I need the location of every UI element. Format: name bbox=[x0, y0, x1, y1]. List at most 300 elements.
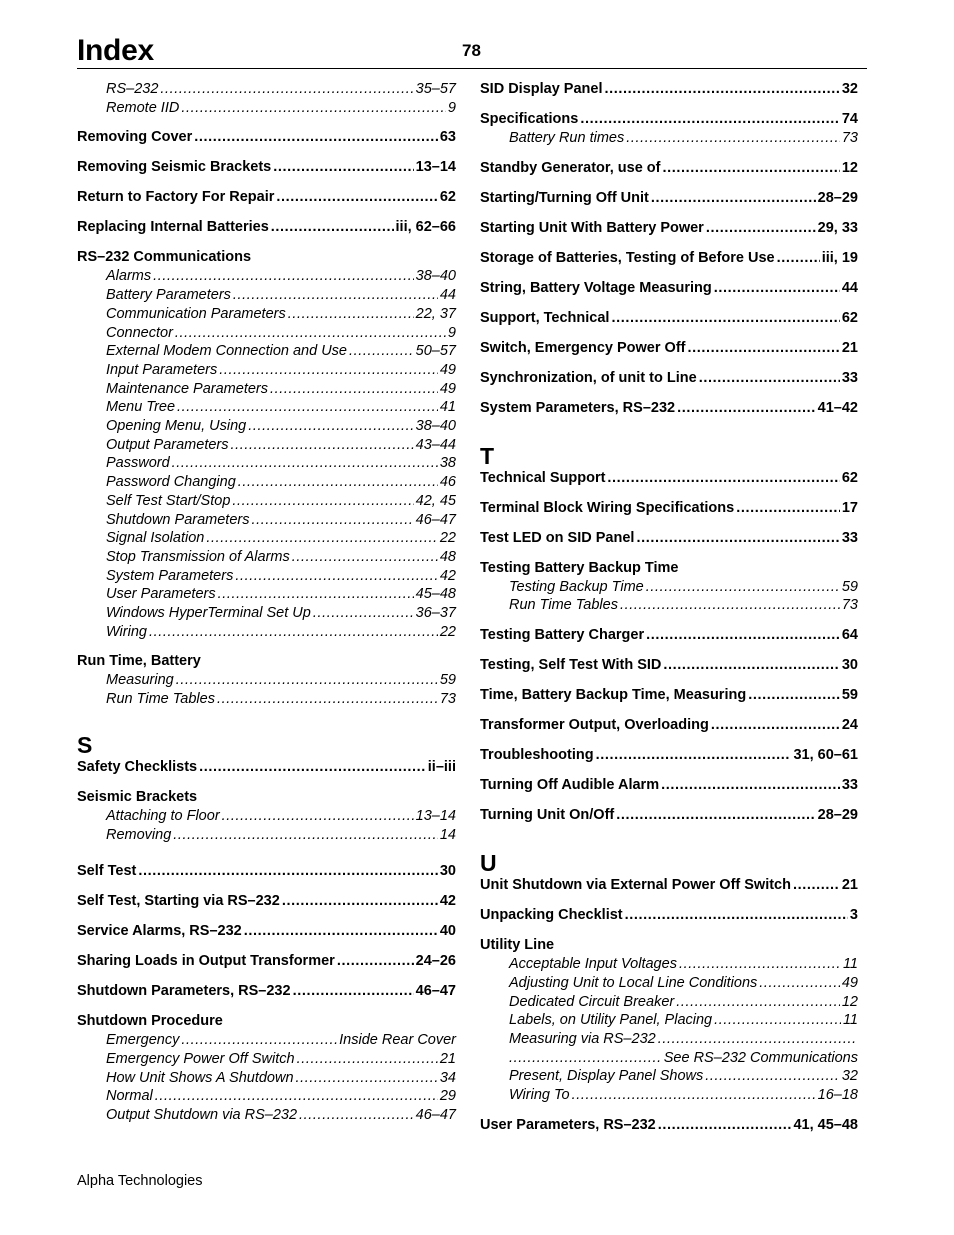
entry-label: Troubleshooting bbox=[480, 747, 594, 764]
dot-leader bbox=[777, 249, 820, 268]
sub-entry bbox=[77, 473, 456, 492]
dot-leader bbox=[711, 716, 840, 735]
page-reference: 30 bbox=[439, 863, 456, 880]
section-letter: U bbox=[480, 850, 497, 877]
entry-label: Shutdown Parameters bbox=[106, 511, 250, 528]
dot-leader bbox=[616, 806, 815, 825]
entry-label: Attaching to Floor bbox=[106, 807, 220, 824]
entry-label: Run Time Tables bbox=[509, 597, 618, 614]
dot-leader bbox=[625, 906, 848, 925]
dot-leader bbox=[251, 511, 413, 530]
dot-leader bbox=[175, 324, 446, 343]
sub-entry bbox=[77, 623, 456, 642]
dot-leader bbox=[233, 286, 438, 305]
index-entry bbox=[480, 906, 858, 925]
page-title: Index bbox=[77, 34, 154, 67]
dot-leader bbox=[607, 469, 839, 488]
page-reference: 29 bbox=[439, 1088, 456, 1105]
entry-label: Technical Support bbox=[480, 469, 606, 486]
entry-label: Alarms bbox=[106, 268, 152, 285]
sub-entry bbox=[77, 1087, 456, 1106]
dot-leader bbox=[222, 807, 414, 826]
index-entry bbox=[480, 656, 858, 675]
page-reference: 46–47 bbox=[415, 983, 456, 1000]
entry-label: Input Parameters bbox=[106, 361, 218, 378]
entry-label: Windows HyperTerminal Set Up bbox=[106, 605, 311, 622]
page-reference: 59 bbox=[439, 672, 456, 689]
page-reference: 36–37 bbox=[415, 605, 456, 622]
sub-entry bbox=[77, 80, 456, 99]
dot-leader bbox=[572, 1086, 816, 1105]
entry-label: Present, Display Panel Shows bbox=[509, 1068, 704, 1085]
page-reference: 42 bbox=[439, 893, 456, 910]
index-entry bbox=[480, 716, 858, 735]
index-entry bbox=[480, 876, 858, 895]
page-reference: 46 bbox=[439, 474, 456, 491]
dot-leader bbox=[176, 671, 438, 690]
dot-leader bbox=[232, 492, 413, 511]
footer-company: Alpha Technologies bbox=[77, 1173, 203, 1189]
page-header bbox=[77, 34, 867, 69]
dot-leader bbox=[149, 623, 438, 642]
page-reference: 46–47 bbox=[415, 511, 456, 528]
dot-leader bbox=[605, 80, 840, 99]
section-letter: T bbox=[480, 442, 495, 469]
entry-label: Storage of Batteries, Testing of Before Use bbox=[480, 249, 775, 266]
page-reference: 24–26 bbox=[415, 953, 456, 970]
dot-leader bbox=[194, 128, 438, 147]
index-entry bbox=[480, 399, 858, 418]
dot-leader bbox=[273, 158, 413, 177]
dot-leader bbox=[138, 862, 438, 881]
page-reference: See RS–232 Communications bbox=[663, 1049, 858, 1066]
page-reference: 41–42 bbox=[817, 399, 858, 416]
entry-label: Specifications bbox=[480, 111, 579, 127]
sub-entry bbox=[480, 578, 858, 597]
index-entry bbox=[480, 189, 858, 208]
entry-label: Unpacking Checklist bbox=[480, 907, 623, 924]
entry-label: Stop Transmission of Alarms bbox=[106, 548, 290, 565]
entry-label: User Parameters, RS–232 bbox=[480, 1116, 656, 1133]
page-reference: 49 bbox=[439, 361, 456, 378]
entry-label: Remote IID bbox=[106, 99, 180, 116]
entry-label: Output Shutdown via RS–232 bbox=[106, 1107, 298, 1124]
dot-leader bbox=[705, 1067, 840, 1086]
page-reference: 73 bbox=[841, 130, 858, 146]
sub-entry bbox=[77, 807, 456, 826]
dot-leader bbox=[699, 369, 840, 388]
dot-leader bbox=[270, 380, 438, 399]
entry-label: Shutdown Parameters, RS–232 bbox=[77, 983, 291, 1000]
dot-leader bbox=[580, 110, 840, 129]
dot-leader bbox=[636, 529, 839, 548]
dot-leader bbox=[759, 974, 840, 993]
dot-leader bbox=[611, 309, 839, 328]
dot-leader bbox=[663, 159, 840, 178]
page-reference: 22 bbox=[439, 623, 456, 640]
page-reference: 9 bbox=[447, 324, 456, 341]
entry-label: Safety Checklists bbox=[77, 758, 198, 775]
dot-leader bbox=[293, 982, 414, 1001]
sub-entry bbox=[77, 99, 456, 118]
index-heading: Shutdown Procedure bbox=[77, 1013, 223, 1030]
sub-entry bbox=[77, 1069, 456, 1088]
entry-label: Password bbox=[106, 455, 170, 472]
entry-label: Emergency Power Off Switch bbox=[106, 1050, 295, 1067]
entry-label: Synchronization, of unit to Line bbox=[480, 369, 697, 386]
entry-label: Adjusting Unit to Local Line Conditions bbox=[509, 974, 758, 991]
dot-leader bbox=[687, 339, 839, 358]
sub-entry bbox=[77, 454, 456, 473]
dot-leader bbox=[238, 473, 438, 492]
entry-label: String, Battery Voltage Measuring bbox=[480, 279, 712, 296]
sub-entry bbox=[480, 1086, 858, 1105]
page-reference: 64 bbox=[841, 627, 858, 644]
page-reference: 30 bbox=[841, 657, 858, 674]
sub-entry bbox=[77, 511, 456, 530]
sub-entry bbox=[77, 1106, 456, 1125]
index-entry bbox=[480, 80, 858, 99]
index-heading: Run Time, Battery bbox=[77, 653, 201, 670]
entry-label: Removing Cover bbox=[77, 129, 193, 146]
sub-entry bbox=[77, 436, 456, 455]
page-reference: 62 bbox=[439, 189, 456, 206]
entry-label: Menu Tree bbox=[106, 399, 176, 416]
entry-label: Measuring via RS–232 bbox=[509, 1030, 656, 1047]
sub-entry bbox=[77, 671, 456, 690]
dot-leader bbox=[714, 1011, 841, 1030]
sub-entry bbox=[77, 826, 456, 845]
page-reference: 62 bbox=[841, 469, 858, 486]
entry-label: Labels, on Utility Panel, Placing bbox=[509, 1012, 713, 1029]
index-heading: Seismic Brackets bbox=[77, 788, 198, 805]
entry-label: Return to Factory For Repair bbox=[77, 189, 275, 206]
index-entry bbox=[480, 686, 858, 705]
dot-leader bbox=[231, 436, 414, 455]
entry-label: Support, Technical bbox=[480, 309, 610, 326]
index-entry bbox=[77, 862, 456, 881]
dot-leader bbox=[714, 279, 840, 298]
entry-label: Service Alarms, RS–232 bbox=[77, 923, 242, 940]
dot-leader bbox=[663, 656, 839, 675]
entry-label: Normal bbox=[106, 1088, 153, 1105]
entry-label: Sharing Loads in Output Transformer bbox=[77, 953, 335, 970]
page-reference: 16–18 bbox=[817, 1087, 858, 1104]
sub-entry bbox=[77, 1050, 456, 1069]
page-reference: 22 bbox=[439, 530, 456, 547]
dot-leader bbox=[677, 399, 816, 418]
dot-leader bbox=[679, 955, 841, 974]
index-entry bbox=[480, 746, 858, 765]
page-reference: 38–40 bbox=[415, 268, 456, 285]
dot-leader bbox=[651, 189, 816, 208]
index-left-column bbox=[77, 80, 456, 1125]
page-reference: 49 bbox=[439, 380, 456, 397]
entry-label: Wiring To bbox=[509, 1087, 570, 1104]
page-reference: 38–40 bbox=[415, 418, 456, 435]
entry-label: How Unit Shows A Shutdown bbox=[106, 1069, 294, 1086]
sub-entry bbox=[480, 955, 858, 974]
sub-entry bbox=[480, 1011, 858, 1030]
index-heading: RS–232 Communications bbox=[77, 249, 252, 266]
dot-leader bbox=[626, 129, 840, 148]
dot-leader bbox=[218, 585, 414, 604]
page-reference: 29, 33 bbox=[817, 219, 858, 236]
page-reference: 74 bbox=[841, 111, 858, 127]
entry-label: Battery Parameters bbox=[106, 287, 231, 304]
index-entry bbox=[480, 626, 858, 645]
index-entry bbox=[77, 922, 456, 941]
entry-label: Opening Menu, Using bbox=[106, 418, 247, 435]
index-entry bbox=[480, 529, 858, 548]
sub-entry bbox=[77, 324, 456, 343]
page-reference: 59 bbox=[841, 578, 858, 595]
page-reference: 41 bbox=[439, 399, 456, 416]
dot-leader bbox=[181, 99, 446, 118]
dot-leader bbox=[282, 892, 438, 911]
sub-entry bbox=[77, 529, 456, 548]
entry-label: Time, Battery Backup Time, Measuring bbox=[480, 687, 747, 704]
sub-entry bbox=[77, 690, 456, 709]
index-entry bbox=[77, 158, 456, 177]
page-reference: 40 bbox=[439, 923, 456, 940]
dot-leader bbox=[736, 499, 840, 518]
entry-label: Acceptable Input Voltages bbox=[509, 956, 677, 973]
page-reference: 21 bbox=[841, 877, 858, 894]
page-reference: 33 bbox=[841, 529, 858, 546]
dot-leader bbox=[244, 922, 438, 941]
page-reference: 35–57 bbox=[415, 81, 456, 97]
dot-leader bbox=[509, 1049, 662, 1068]
page-reference: iii, 19 bbox=[821, 249, 858, 266]
index-entry bbox=[480, 309, 858, 328]
index-entry bbox=[480, 1116, 858, 1135]
page-reference: 9 bbox=[447, 99, 456, 116]
index-entry bbox=[480, 159, 858, 178]
entry-label: RS–232 bbox=[106, 81, 159, 97]
sub-entry bbox=[77, 548, 456, 567]
dot-leader bbox=[646, 578, 840, 597]
dot-leader bbox=[276, 188, 437, 207]
entry-label: Unit Shutdown via External Power Off Switch bbox=[480, 877, 791, 894]
entry-label: System Parameters, RS–232 bbox=[480, 399, 676, 416]
page-reference: 42 bbox=[439, 567, 456, 584]
page-reference: iii, 62–66 bbox=[395, 219, 456, 236]
index-entry bbox=[480, 249, 858, 268]
page-reference: 46–47 bbox=[415, 1107, 456, 1124]
dot-leader bbox=[313, 604, 414, 623]
index-right-column bbox=[480, 80, 858, 1135]
entry-label: Self Test, Starting via RS–232 bbox=[77, 893, 280, 910]
entry-label: Testing Battery Charger bbox=[480, 627, 645, 644]
sub-entry bbox=[480, 129, 858, 148]
page-reference: 12 bbox=[841, 993, 858, 1010]
page-reference: 62 bbox=[841, 309, 858, 326]
entry-label: Self Test Start/Stop bbox=[106, 492, 231, 509]
page-reference: 49 bbox=[841, 974, 858, 991]
entry-label: Output Parameters bbox=[106, 436, 229, 453]
entry-label: Battery Run times bbox=[509, 130, 625, 146]
dot-leader bbox=[271, 218, 394, 237]
dot-leader bbox=[296, 1069, 438, 1088]
index-entry bbox=[480, 339, 858, 358]
dot-leader bbox=[235, 567, 438, 586]
index-entry bbox=[77, 952, 456, 971]
dot-leader bbox=[661, 776, 840, 795]
entry-label: Replacing Internal Batteries bbox=[77, 219, 269, 236]
dot-leader bbox=[299, 1106, 414, 1125]
entry-label: Password Changing bbox=[106, 474, 236, 491]
page-reference: 13–14 bbox=[415, 159, 456, 176]
index-entry bbox=[480, 499, 858, 518]
entry-label: Standby Generator, use of bbox=[480, 159, 661, 176]
entry-label: User Parameters bbox=[106, 586, 216, 603]
page-reference: 11 bbox=[842, 956, 858, 973]
entry-label: Transformer Output, Overloading bbox=[480, 717, 709, 734]
entry-label: Testing Backup Time bbox=[509, 578, 644, 595]
dot-leader bbox=[646, 626, 840, 645]
page-reference: 41, 45–48 bbox=[793, 1116, 858, 1133]
page-reference: 21 bbox=[841, 339, 858, 356]
sub-entry bbox=[77, 361, 456, 380]
entry-label: Turning Unit On/Off bbox=[480, 807, 615, 824]
sub-entry bbox=[77, 1031, 456, 1050]
dot-leader bbox=[177, 398, 438, 417]
index-entry bbox=[480, 776, 858, 795]
index-entry bbox=[480, 219, 858, 238]
page-reference: 73 bbox=[439, 691, 456, 708]
index-entry bbox=[77, 758, 456, 777]
section-letter: S bbox=[77, 731, 93, 758]
page-reference: 44 bbox=[841, 279, 858, 296]
page-reference: 59 bbox=[841, 687, 858, 704]
page-reference: 32 bbox=[841, 1068, 858, 1085]
entry-label: Emergency bbox=[106, 1032, 180, 1049]
index-heading: Utility Line bbox=[480, 937, 555, 954]
dot-leader bbox=[155, 1087, 438, 1106]
index-entry bbox=[480, 806, 858, 825]
page-reference: 45–48 bbox=[415, 586, 456, 603]
dot-leader bbox=[349, 342, 414, 361]
page-reference: 44 bbox=[439, 287, 456, 304]
page-reference: 73 bbox=[841, 597, 858, 614]
sub-entry bbox=[77, 342, 456, 361]
entry-label: Terminal Block Wiring Specifications bbox=[480, 499, 735, 516]
dot-leader bbox=[172, 454, 438, 473]
dot-leader bbox=[337, 952, 414, 971]
sub-entry bbox=[77, 398, 456, 417]
page-reference: 32 bbox=[841, 81, 858, 97]
sub-entry bbox=[480, 974, 858, 993]
entry-label: Signal Isolation bbox=[106, 530, 205, 547]
sub-entry bbox=[77, 380, 456, 399]
page-reference: 17 bbox=[841, 499, 858, 516]
page-reference: ii–iii bbox=[427, 758, 456, 775]
dot-leader bbox=[217, 690, 438, 709]
entry-label: Maintenance Parameters bbox=[106, 380, 268, 397]
index-entry bbox=[77, 128, 456, 147]
dot-leader bbox=[160, 80, 413, 99]
sub-entry bbox=[77, 305, 456, 324]
entry-label: Removing bbox=[106, 826, 172, 843]
page-reference: 42, 45 bbox=[415, 492, 456, 509]
page-reference: 33 bbox=[841, 777, 858, 794]
entry-label: Measuring bbox=[106, 672, 174, 689]
page-number: 78 bbox=[462, 41, 481, 60]
page-reference: 33 bbox=[841, 369, 858, 386]
sub-entry bbox=[480, 1049, 858, 1068]
dot-leader bbox=[658, 1030, 856, 1049]
page-reference: 34 bbox=[439, 1069, 456, 1086]
entry-label: Switch, Emergency Power Off bbox=[480, 339, 686, 356]
index-entry bbox=[77, 218, 456, 237]
dot-leader bbox=[181, 1031, 337, 1050]
entry-label: Connector bbox=[106, 324, 173, 341]
entry-label: Turning Off Audible Alarm bbox=[480, 777, 660, 794]
index-heading: Testing Battery Backup Time bbox=[480, 559, 679, 576]
entry-label: SID Display Panel bbox=[480, 81, 603, 97]
page-reference: 28–29 bbox=[817, 807, 858, 824]
sub-entry bbox=[480, 596, 858, 615]
sub-entry bbox=[77, 492, 456, 511]
entry-label: Removing Seismic Brackets bbox=[77, 159, 272, 176]
index-entry bbox=[480, 369, 858, 388]
sub-entry bbox=[77, 286, 456, 305]
sub-entry bbox=[77, 267, 456, 286]
page-reference: 38 bbox=[439, 455, 456, 472]
dot-leader bbox=[248, 417, 413, 436]
page-reference: 13–14 bbox=[415, 807, 456, 824]
page-reference: 28–29 bbox=[817, 189, 858, 206]
sub-entry bbox=[77, 417, 456, 436]
dot-leader bbox=[292, 548, 438, 567]
page-reference: 3 bbox=[849, 907, 858, 924]
page-reference: 48 bbox=[439, 548, 456, 565]
dot-leader bbox=[173, 826, 438, 845]
index-entry bbox=[77, 188, 456, 207]
entry-label: Wiring bbox=[106, 623, 147, 640]
sub-entry bbox=[77, 604, 456, 623]
dot-leader bbox=[793, 876, 840, 895]
page-reference: 14 bbox=[439, 826, 456, 843]
index-entry bbox=[77, 982, 456, 1001]
page-reference: 63 bbox=[439, 129, 456, 146]
dot-leader bbox=[706, 219, 816, 238]
entry-label: System Parameters bbox=[106, 567, 234, 584]
dot-leader bbox=[297, 1050, 438, 1069]
dot-leader bbox=[219, 361, 438, 380]
page-reference: 12 bbox=[841, 159, 858, 176]
dot-leader bbox=[153, 267, 414, 286]
page-reference: 50–57 bbox=[415, 343, 456, 360]
dot-leader bbox=[596, 746, 792, 765]
dot-leader bbox=[199, 758, 426, 777]
index-entry bbox=[77, 892, 456, 911]
entry-label: Starting Unit With Battery Power bbox=[480, 219, 704, 236]
dot-leader bbox=[620, 596, 840, 615]
index-entry bbox=[480, 469, 858, 488]
page-reference: 31, 60–61 bbox=[793, 747, 858, 764]
entry-label: Test LED on SID Panel bbox=[480, 529, 635, 546]
sub-entry bbox=[480, 1030, 858, 1049]
dot-leader bbox=[658, 1116, 792, 1135]
entry-label: Dedicated Circuit Breaker bbox=[509, 993, 675, 1010]
index-entry bbox=[480, 110, 858, 129]
sub-entry bbox=[77, 585, 456, 604]
entry-label: Starting/Turning Off Unit bbox=[480, 189, 649, 206]
sub-entry bbox=[77, 567, 456, 586]
entry-label: Self Test bbox=[77, 863, 137, 880]
